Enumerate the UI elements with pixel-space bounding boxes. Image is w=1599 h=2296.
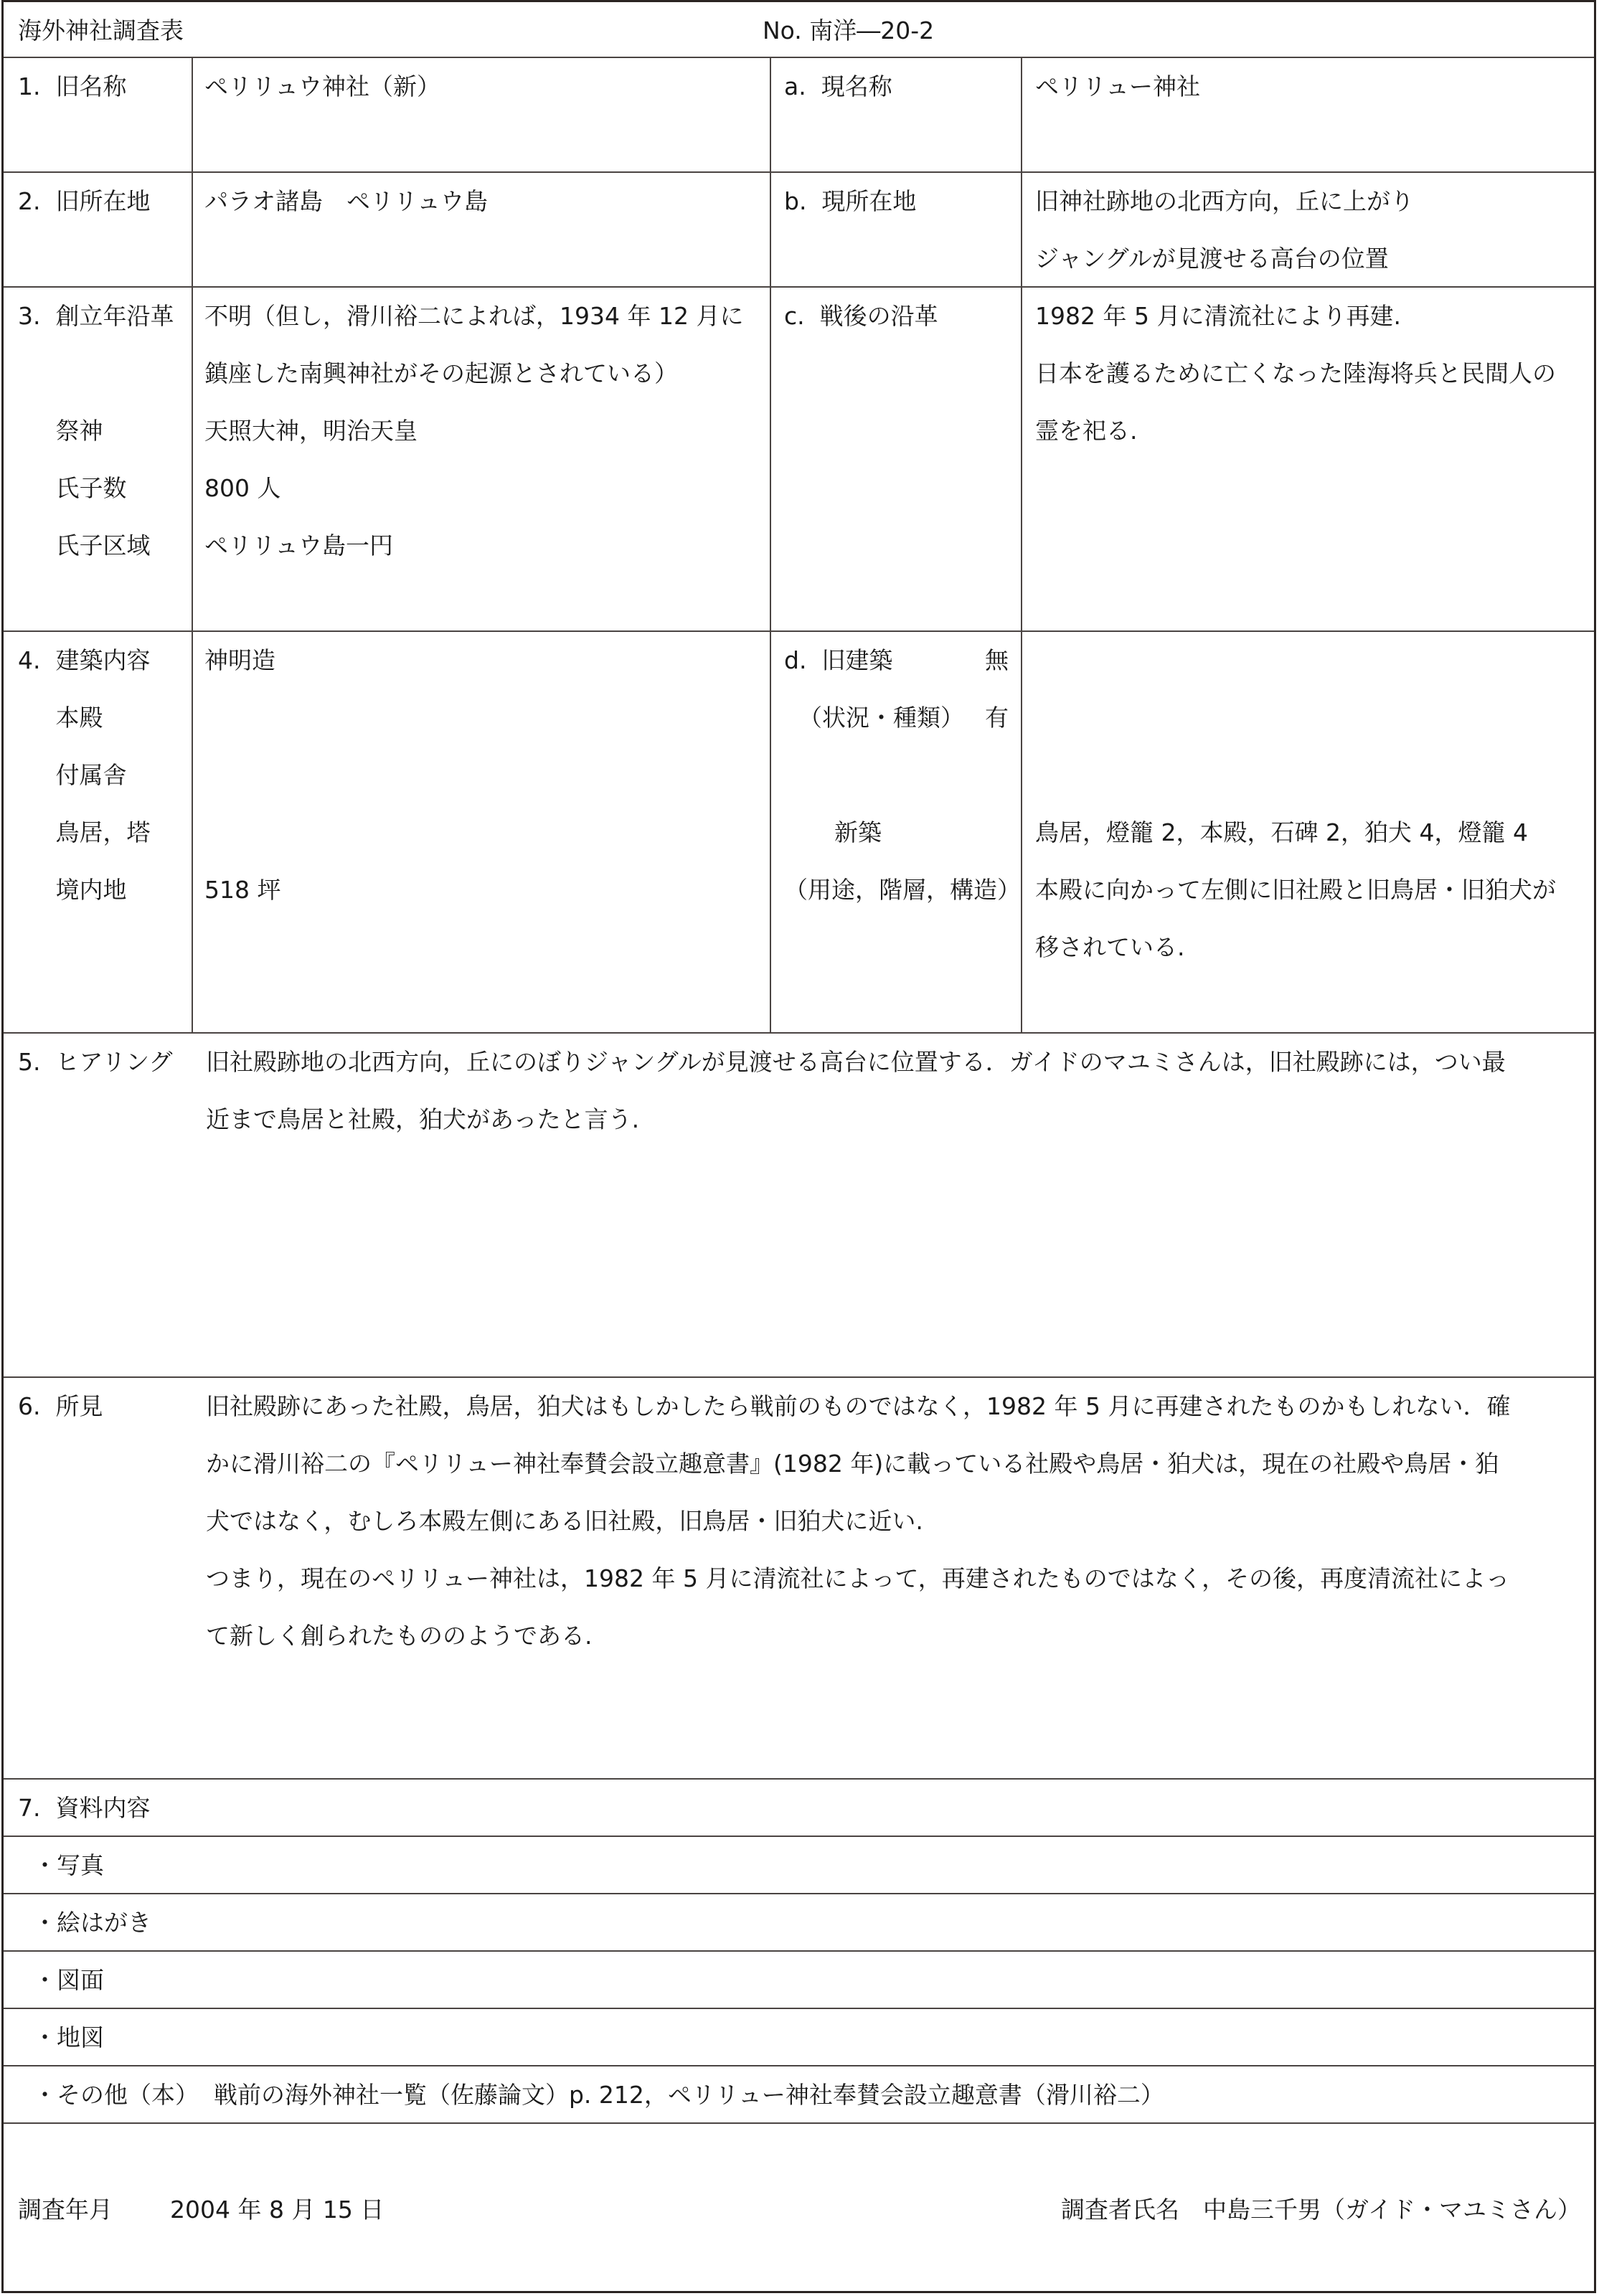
hearing-line: 旧社殿跡地の北西方向，丘にのぼりジャングルが見渡せる高台に位置する．ガイドのマユミさんは，旧社殿跡には，つい最 [206, 1048, 1506, 1076]
row4-value-right-line: 鳥居，燈籠 2，本殿，石碑 2，狛犬 4，燈籠 4 [1035, 818, 1528, 846]
row6-label: 6. 所見 [18, 1392, 103, 1420]
findings-line: て新しく創られたもののようである. [206, 1622, 593, 1650]
row4-none-mark: 無 [985, 646, 1009, 674]
findings-text [206, 1378, 1510, 1665]
row1-value-right: ペリリュー神社 [1035, 72, 1201, 100]
row1-label-right: a. 現名称 [784, 72, 892, 100]
document-number: No. 南洋―20-2 [763, 16, 935, 44]
document-title: 海外神社調査表 [18, 16, 184, 44]
row4-value [204, 689, 280, 747]
hearing-text [206, 1034, 1506, 1148]
row4-value [204, 747, 280, 804]
rule-row7-head [4, 1836, 1594, 1837]
column-divider-1 [192, 57, 193, 1032]
row3-value: ペリリュウ島一円 [204, 532, 394, 559]
findings-line: 旧社殿跡にあった社殿，鳥居，狛犬はもしかしたら戦前のものではなく，1982 年 5 月に再建されたものかもしれない．確 [206, 1392, 1511, 1420]
row2-label: 2. 旧所在地 [18, 187, 151, 215]
row4-label: 付属舎 [18, 761, 127, 789]
row3-label: 氏子区域 [18, 532, 151, 559]
findings-line: 犬ではなく，むしろ本殿左側にある旧社殿，旧鳥居・旧狛犬に近い. [206, 1507, 923, 1535]
investigator-name: 調査者氏名 中島三千男（ガイド・マユミさん） [1060, 2196, 1581, 2224]
column-divider-3 [1021, 57, 1022, 1032]
material-item-map: ・地図 [18, 2023, 104, 2051]
row4-value [204, 804, 280, 861]
row4-label: 4. 建築内容 [18, 646, 151, 674]
row4-value-right [1035, 804, 1556, 976]
row4-label-right: d. 旧建築 [784, 646, 893, 674]
row4-label: 境内地 [18, 876, 127, 904]
row4-value: 神明造 [204, 646, 275, 674]
row3-value: 不明（但し，滑川裕二によれば，1934 年 12 月に [204, 302, 744, 330]
row1-value: ペリリュウ神社（新） [204, 72, 441, 100]
rule-row6 [4, 1778, 1594, 1780]
row4-status-label: （状況・種類） [798, 704, 964, 732]
row3-label: 3. 創立年沿革 [18, 302, 174, 330]
row1-label: 1. 旧名称 [18, 72, 127, 100]
row3-value-right-line: 日本を護るために亡くなった陸海将兵と民間人の [1035, 359, 1556, 387]
row4-label: 鳥居，塔 [18, 818, 151, 846]
row3-value-right [1035, 288, 1556, 460]
column-divider-2 [770, 57, 771, 1032]
row3-value-right-line: 1982 年 5 月に清流社により再建. [1035, 302, 1401, 330]
row3-value: 天照大神，明治天皇 [204, 417, 418, 445]
row4-value: 518 坪 [204, 876, 281, 904]
row3-value: 800 人 [204, 474, 281, 502]
row4-labels [18, 632, 150, 919]
row3-labels [18, 288, 174, 575]
row2-label-right: b. 現所在地 [784, 187, 917, 215]
row4-new-sub-label: （用途，階層，構造） [784, 876, 1021, 904]
row7-label: 7. 資料内容 [18, 1794, 151, 1822]
row3-value-right-line: 霊を祀る. [1035, 417, 1138, 445]
findings-line: つまり，現在のペリリュー神社は，1982 年 5 月に清流社によって，再建されたものではなく，その後，再度清流社によっ [206, 1564, 1510, 1592]
row3-values [204, 288, 743, 575]
row4-exist-mark: 有 [985, 704, 1009, 732]
row4-label: 本殿 [18, 704, 103, 732]
row4-values [204, 632, 280, 919]
rule-item1 [4, 1893, 1594, 1894]
row3-label-right: c. 戦後の沿革 [784, 302, 938, 330]
row2-value-right [1035, 173, 1414, 288]
row3-label [18, 345, 174, 402]
hearing-line: 近まで鳥居と社殿，狛犬があったと言う. [206, 1105, 640, 1133]
material-item-other: ・その他（本） 戦前の海外神社一覧（佐藤論文）p. 212，ペリリュー神社奉賛会設立趣意書（滑川裕二） [18, 2081, 1164, 2109]
row4-value-right-line: 移されている. [1035, 933, 1185, 961]
survey-date-value: 2004 年 8 月 15 日 [170, 2196, 385, 2224]
row2-value-right-line: 旧神社跡地の北西方向，丘に上がり [1035, 187, 1414, 215]
findings-line: かに滑川裕二の『ペリリュー神社奉賛会設立趣意書』(1982 年)に載っている社殿や鳥居・狛犬は，現在の社殿や鳥居・狛 [206, 1450, 1499, 1478]
row3-label: 祭神 [18, 417, 103, 445]
survey-sheet [1, 0, 1596, 2293]
row5-label: 5. ヒアリング [18, 1048, 173, 1076]
row4-value-right-line: 本殿に向かって左側に旧社殿と旧鳥居・旧狛犬が [1035, 876, 1556, 904]
row4-new-label: 新築 [834, 818, 882, 846]
material-item-photo: ・写真 [18, 1851, 104, 1879]
material-item-drawing: ・図面 [18, 1966, 104, 1994]
row2-value-right-line: ジャングルが見渡せる高台の位置 [1035, 245, 1389, 273]
row3-label: 氏子数 [18, 474, 127, 502]
material-item-postcard: ・絵はがき [18, 1909, 151, 1937]
row3-value: 鎮座した南興神社がその起源とされている） [204, 359, 678, 387]
rule-item3 [4, 2008, 1594, 2009]
row2-value: パラオ諸島 ペリリュウ島 [204, 187, 489, 215]
survey-date-label: 調査年月 [18, 2196, 113, 2224]
rule-item2 [4, 1950, 1594, 1952]
